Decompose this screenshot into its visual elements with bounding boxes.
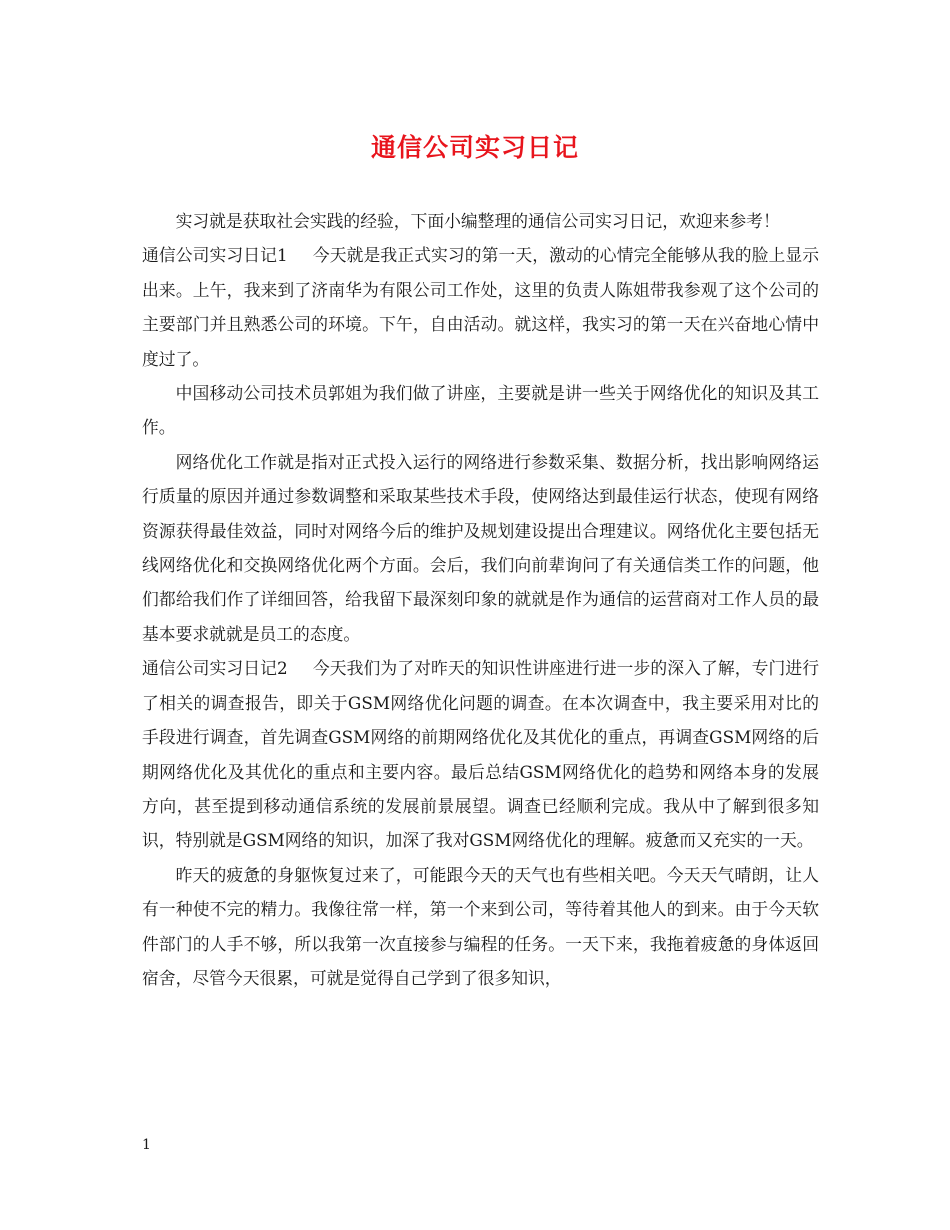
document-title: 通信公司实习日记 bbox=[370, 133, 579, 162]
network-optimization-paragraph: 网络优化工作就是指对正式投入运行的网络进行参数采集、数据分析，找出影响网络运行质量的原因并通过参数调整和采取某些技术手段，使网络达到最佳运行状态，使现有网络资源获得最佳效益，同时对网络今后的维护及规划建设提出合理建议。网络优化主要包括无线网络优化和交换网络优化两个方面。会后，我们向前辈询问了有关通信类工作的问题，他们都给我们作了详细回答，给我留下最深刻印象的就就是作为通信的运营商对工作人员的最基本要求就就是员工的态度。 bbox=[142, 451, 819, 644]
diary-entry-1-heading: 通信公司实习日记1 bbox=[142, 245, 288, 266]
diary-entry-1-text: 今天就是我正式实习的第一天，激动的心情完全能够从我的脸上显示出来。上午，我来到了济南华为有限公司工作处，这里的负责人陈姐带我参观了这个公司的主要部门并且熟悉公司的环境。下午，自由活动。就这样，我实习的第一天在兴奋地心情中度过了。 bbox=[142, 245, 819, 369]
diary-entry-2-heading: 通信公司实习日记2 bbox=[142, 658, 288, 679]
tired-day-paragraph: 昨天的疲惫的身躯恢复过来了，可能跟今天的天气也有些相关吧。今天天气晴朗，让人有一种使不完的精力。我像往常一样，第一个来到公司，等待着其他人的到来。由于今天软件部门的人手不够，所以我第一次直接参与编程的任务。一天下来，我拖着疲惫的身体返回宿舍，尽管今天很累，可就是觉得自己学到了很多知识， bbox=[142, 864, 819, 988]
intro-paragraph: 实习就是获取社会实践的经验，下面小编整理的通信公司实习日记，欢迎来参考！ bbox=[175, 211, 780, 231]
diary-entry-2-text: 今天我们为了对昨天的知识性讲座进行进一步的深入了解，专门进行了相关的调查报告，即关于GSM网络优化问题的调查。在本次调查中，我主要采用对比的手段进行调查，首先调查GSM网络的前期网络优化及其优化的重点，再调查GSM网络的后期网络优化及其优化的重点和主要内容。最后总结GSM网络优化的趋势和网络本身的发展方向，甚至提到移动通信系统的发展前景展望。调查已经顺利完成。我从中了解到很多知识，特别就是GSM网络的知识，加深了我对GSM网络优化的理解。疲惫而又充实的一天。 bbox=[142, 658, 819, 851]
diary-entry-2 bbox=[142, 651, 819, 857]
diary-entry-1 bbox=[142, 238, 819, 376]
document-body bbox=[142, 204, 819, 995]
lecture-paragraph: 中国移动公司技术员郭姐为我们做了讲座，主要就是讲一些关于网络优化的知识及其工作。 bbox=[142, 383, 819, 438]
page-number: 1 bbox=[142, 1137, 151, 1153]
